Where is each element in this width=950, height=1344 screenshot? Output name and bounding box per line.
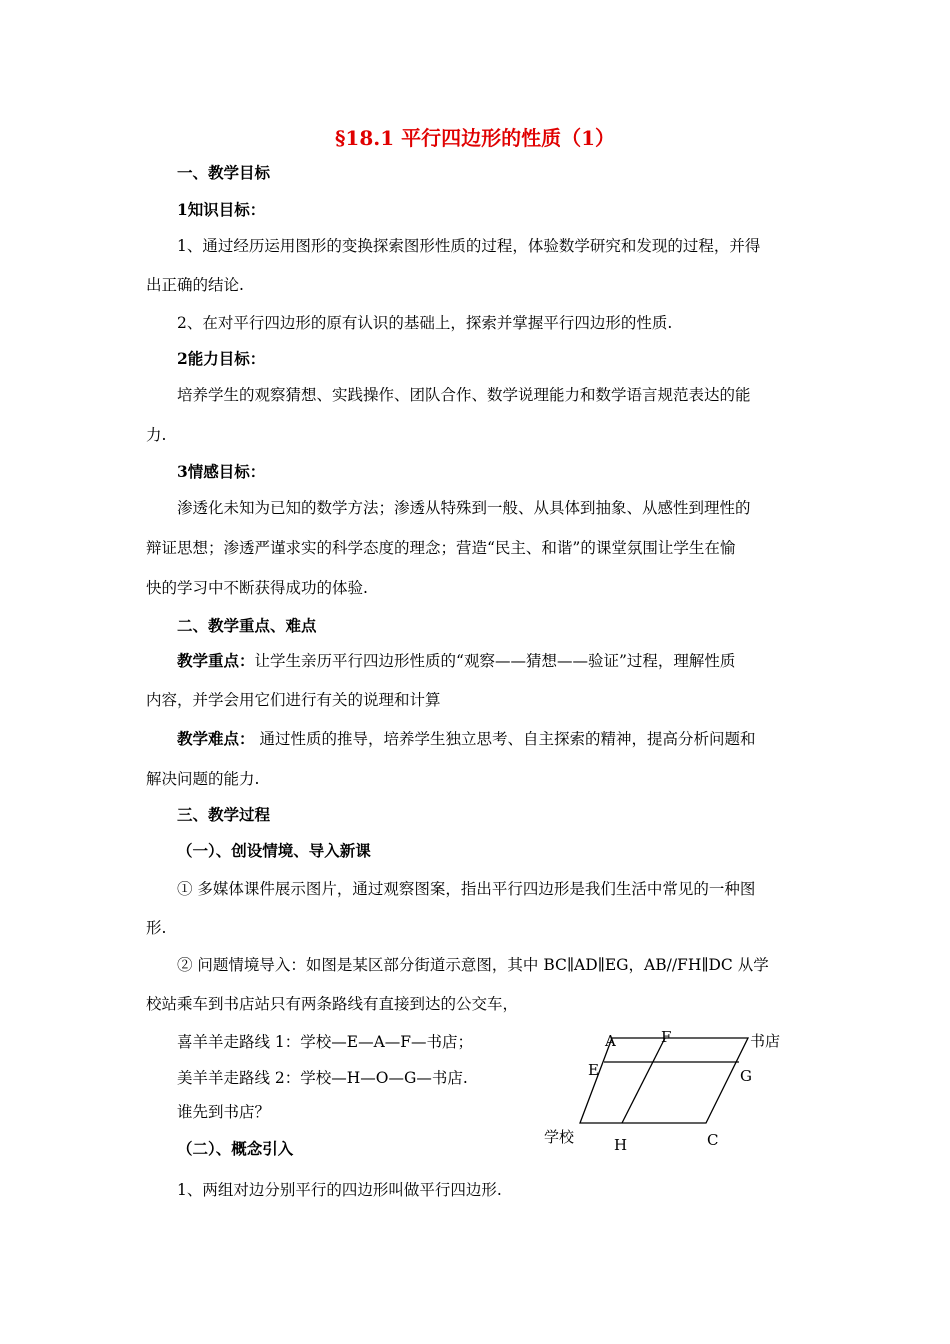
label-h: H (614, 1136, 628, 1154)
label-school: 学校 (544, 1128, 575, 1146)
section-heading-key-points: 二、教学重点、难点 (177, 616, 317, 635)
question-line: 谁先到书店？ (177, 1103, 271, 1121)
paragraph-line: 出正确的结论. (146, 276, 244, 294)
paragraph-line: 培养学生的观察猜想、实践操作、团队合作、数学说理能力和数学语言规范表达的能 (177, 386, 751, 404)
street-diagram (530, 1020, 790, 1160)
parallelogram-outline (580, 1038, 748, 1123)
label-a: A (605, 1032, 616, 1050)
subheading-ability: 2能力目标： (177, 349, 266, 368)
key-point-text: 让学生亲历平行四边形性质的“观察——猜想——验证”过程，理解性质 (254, 652, 736, 670)
section-heading-process: 三、教学过程 (177, 805, 271, 824)
route-1-line: 喜羊羊走路线 1：学校—E—A—F—书店； (177, 1033, 474, 1051)
route-2-line: 美羊羊走路线 2：学校—H—O—G—书店. (177, 1069, 468, 1087)
difficulty-label: 教学难点： (177, 729, 255, 748)
paragraph-line (177, 729, 755, 749)
paragraph-line: 辩证思想；渗透严谨求实的科学态度的理念；营造“民主、和谐”的课堂氛围让学生在愉 (146, 539, 736, 557)
difficulty-text: 通过性质的推导，培养学生独立思考、自主探索的精神，提高分析问题和 (254, 730, 756, 748)
paragraph-line (177, 651, 735, 671)
paragraph-line: 渗透化未知为已知的数学方法；渗透从特殊到一般、从具体到抽象、从感性到理性的 (177, 499, 751, 517)
section-heading-objectives: 一、教学目标 (177, 163, 271, 182)
paragraph-line: 2、在对平行四边形的原有认识的基础上，探索并掌握平行四边形的性质. (177, 314, 673, 332)
paragraph-line: 快的学习中不断获得成功的体验. (146, 579, 368, 597)
subheading-knowledge: 1知识目标： (177, 200, 266, 219)
paragraph-line: 1、两组对边分别平行的四边形叫做平行四边形. (177, 1181, 502, 1199)
page-title: §18.1 平行四边形的性质（1） (334, 126, 616, 150)
label-bookstore: 书店 (750, 1032, 781, 1050)
subheading-concept: （二）、概念引入 (177, 1139, 294, 1158)
street-fh (622, 1038, 665, 1123)
paragraph-line: 解决问题的能力. (146, 770, 260, 788)
paragraph-line: 内容，并学会用它们进行有关的说理和计算 (146, 691, 441, 709)
label-c: C (707, 1131, 719, 1149)
key-point-label: 教学重点： (177, 651, 255, 670)
paragraph-line: 力. (146, 426, 167, 444)
label-f: F (661, 1028, 672, 1046)
label-g: G (740, 1067, 752, 1085)
street-diagram-svg (530, 1020, 790, 1160)
paragraph-line: 校站乘车到书店站只有两条路线有直接到达的公交车， (146, 995, 519, 1013)
paragraph-line: ② 问题情境导入：如图是某区部分街道示意图，其中 BC∥AD∥EG，AB//FH∥DC 从学 (177, 956, 769, 974)
subheading-scenario: （一）、创设情境、导入新课 (177, 841, 371, 860)
subheading-emotion: 3情感目标： (177, 462, 266, 481)
paragraph-line: 1、通过经历运用图形的变换探索图形性质的过程，体验数学研究和发现的过程，并得 (177, 237, 761, 255)
label-e: E (588, 1061, 599, 1079)
paragraph-line: 形. (146, 919, 167, 937)
paragraph-line: ① 多媒体课件展示图片，通过观察图案，指出平行四边形是我们生活中常见的一种图 (177, 880, 756, 898)
